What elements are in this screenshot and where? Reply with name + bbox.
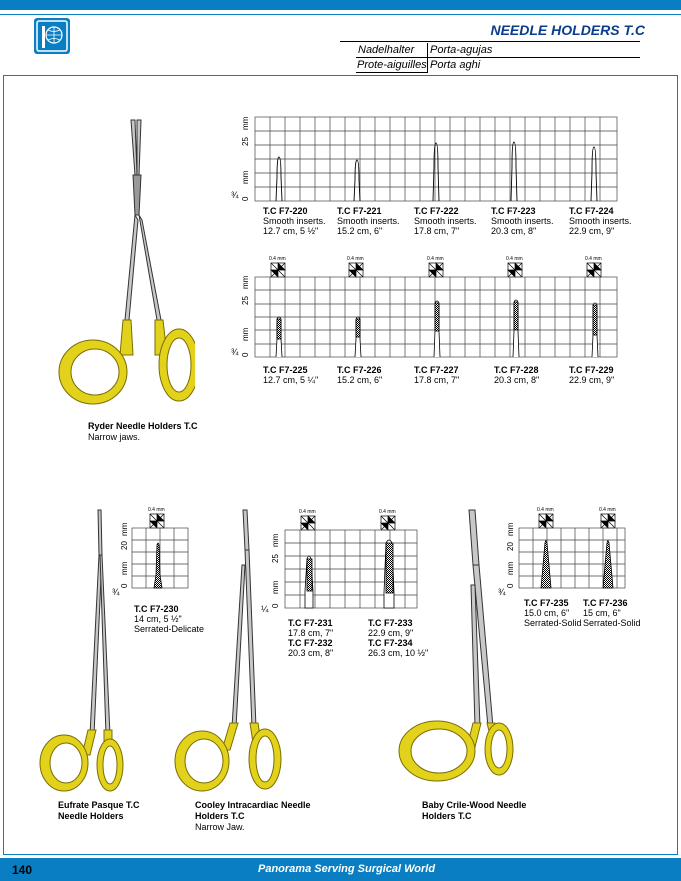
title-underline <box>340 41 640 42</box>
lang-divider-bottom <box>356 72 428 73</box>
label-spanish: Porta-agujas <box>430 44 493 56</box>
svg-text:mm: mm <box>506 561 515 575</box>
header-rule <box>0 14 681 15</box>
code-233: T.C F7-233 22.9 cm, 9" T.C F7-234 26.3 cm, 10 ½" <box>368 618 429 658</box>
tip-220 <box>276 157 282 201</box>
svg-text:0: 0 <box>506 583 515 588</box>
svg-text:0: 0 <box>271 603 280 608</box>
code-228: T.C F7-228 20.3 cm, 8" <box>494 365 540 385</box>
page-number: 140 <box>12 863 33 877</box>
axis-25: 25 <box>241 137 250 146</box>
ryder-caption: Ryder Needle Holders T.C Narrow jaws. <box>88 421 198 442</box>
code-235: T.C F7-235 15.0 cm, 6" Serrated-Solid <box>524 598 582 628</box>
eufrate-caption: Eufrate Pasque T.C Needle Holders <box>58 800 140 821</box>
svg-text:mm: mm <box>271 533 280 547</box>
axis-fraction: ¾ <box>231 190 239 200</box>
svg-text:25: 25 <box>271 554 280 563</box>
svg-text:0.4 mm: 0.4 mm <box>347 256 364 262</box>
lang-divider-h <box>356 57 640 58</box>
footer-bar <box>0 858 681 881</box>
code-220: T.C F7-220 Smooth inserts. 12.7 cm, 5 ½" <box>263 206 326 236</box>
code-236: T.C F7-236 15 cm, 6" Serrated-Solid <box>583 598 641 628</box>
code-221: T.C F7-221 Smooth inserts. 15.2 cm, 6" <box>337 206 400 236</box>
svg-text:¾: ¾ <box>112 587 120 597</box>
svg-text:mm: mm <box>241 327 250 341</box>
label-italian: Porta aghi <box>430 59 481 71</box>
svg-text:20: 20 <box>120 541 129 550</box>
svg-text:¼: ¼ <box>261 604 269 614</box>
lang-divider-v <box>427 43 428 72</box>
tip-224 <box>591 147 597 201</box>
tip-grid-row2 <box>225 255 625 363</box>
svg-text:mm: mm <box>120 561 129 575</box>
svg-text:0: 0 <box>241 352 250 357</box>
svg-text:mm: mm <box>241 275 250 289</box>
baby-crile-caption: Baby Crile-Wood Needle Holders T.C <box>422 800 527 821</box>
svg-text:mm: mm <box>271 580 280 594</box>
page-title: NEEDLE HOLDERS T.C <box>490 22 645 38</box>
code-229: T.C F7-229 22.9 cm, 9" <box>569 365 615 385</box>
label-french: Prote-aiguilles <box>357 59 427 71</box>
code-226: T.C F7-226 15.2 cm, 6" <box>337 365 383 385</box>
tip-222 <box>433 143 439 201</box>
axis-mm: mm <box>241 170 250 184</box>
svg-text:20: 20 <box>506 542 515 551</box>
svg-text:¾: ¾ <box>498 587 506 597</box>
svg-text:0.4 mm: 0.4 mm <box>537 507 554 513</box>
code-224: T.C F7-224 Smooth inserts. 22.9 cm, 9" <box>569 206 632 236</box>
svg-text:0.4 mm: 0.4 mm <box>585 256 602 262</box>
svg-text:0.4 mm: 0.4 mm <box>148 507 165 513</box>
footer-slogan: Panorama Serving Surgical World <box>258 863 436 875</box>
svg-text:0.4 mm: 0.4 mm <box>299 509 316 515</box>
svg-text:25: 25 <box>241 296 250 305</box>
svg-text:0.4 mm: 0.4 mm <box>599 507 616 513</box>
svg-text:0.4 mm: 0.4 mm <box>506 256 523 262</box>
svg-text:0.4 mm: 0.4 mm <box>269 256 286 262</box>
label-german: Nadelhalter <box>358 44 415 56</box>
code-231: T.C F7-231 17.8 cm, 7" T.C F7-232 20.3 cm, 8" <box>288 618 334 658</box>
svg-text:0.4 mm: 0.4 mm <box>379 509 396 515</box>
cooley-needle-holder-image <box>170 505 285 795</box>
svg-text:¾: ¾ <box>231 347 239 357</box>
tip-221 <box>354 160 360 201</box>
code-225: T.C F7-225 12.7 cm, 5 ¼" <box>263 365 319 385</box>
baby-crile-wood-image <box>395 505 515 795</box>
tip-grid-row1 <box>225 112 625 207</box>
code-227: T.C F7-227 17.8 cm, 7" <box>414 365 460 385</box>
axis-zero: 0 <box>241 196 250 201</box>
eufrate-needle-holder-image <box>30 505 125 795</box>
code-223: T.C F7-223 Smooth inserts. 20.3 cm, 8" <box>491 206 554 236</box>
panorama-logo-icon <box>34 18 70 54</box>
svg-text:mm: mm <box>120 522 129 536</box>
axis-mm-top: mm <box>241 116 250 130</box>
ryder-needle-holder-image <box>45 115 195 415</box>
svg-text:mm: mm <box>506 522 515 536</box>
top-bar <box>0 0 681 10</box>
tip-223 <box>511 142 517 201</box>
cooley-caption: Cooley Intracardiac Needle Holders T.C Narrow Jaw. <box>195 800 311 832</box>
code-230: T.C F7-230 14 cm, 5 ½" Serrated-Delicate <box>134 604 205 634</box>
tip-grid-235-236 <box>495 505 635 600</box>
svg-text:0.4 mm: 0.4 mm <box>427 256 444 262</box>
code-222: T.C F7-222 Smooth inserts. 17.8 cm, 7" <box>414 206 477 236</box>
svg-text:0: 0 <box>120 583 129 588</box>
